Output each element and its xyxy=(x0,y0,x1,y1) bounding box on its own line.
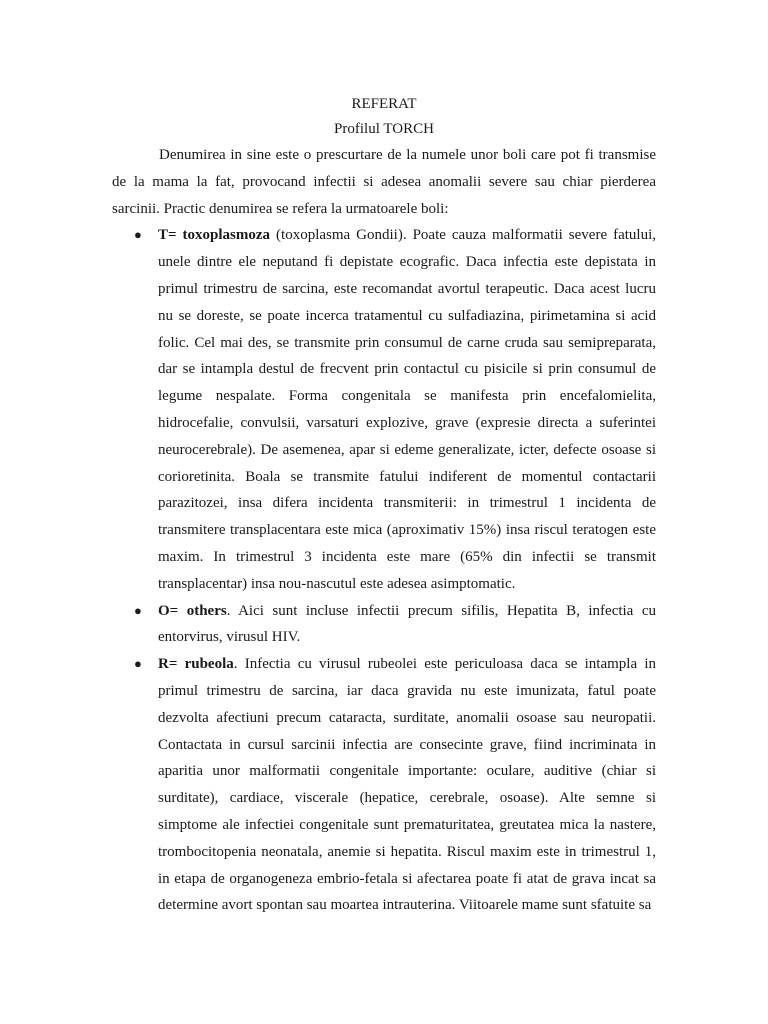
list-item-text: (toxoplasma Gondii). Poate cauza malformatii severe fatului, unele dintre ele neputand fi depistate ecografic. Daca infectia este depistata in primul trimestru de sarcina, este recomandat avortul terapeutic. Daca acest lucru nu se doreste, se poate incerca tratamentul cu sulfadiazina, pirimetamina si acid folic. Cel mai des, se transmite prin consumul de carne cruda sau semipreparata, dar se intampla destul de frecvent prin contactul cu pisicile si prin consumul de legume nespalate. Forma congenitala se manifesta prin encefalomielita, hidrocefalie, convulsii, varsaturi explozive, grave (expresie directa a suferintei neurocerebrale). De asemenea, apar si edeme generalizate, icter, defecte osoase si corioretinita. Boala se transmite fatului indiferent de momentul contactarii parazitozei, insa difera incidenta transmiterii: in trimestrul 1 incidenta de transmitere transplacentara este mica (aproximativ 15%) insa riscul teratogen este maxim. In trimestrul 3 incidenta este mare (65% din infectii se transmit transplacentar) insa nou-nascutul este adesea asimptomatic. xyxy=(158,227,656,592)
list-item-text: . Aici sunt incluse infectii precum sifilis, Hepatita B, infectia cu entorvirus, virusul HIV. xyxy=(158,602,656,646)
document-subtitle: Profilul TORCH xyxy=(334,121,434,137)
document-page xyxy=(112,92,656,919)
bullet-icon: ● xyxy=(134,602,142,618)
list-item-term: T= toxoplasmoza xyxy=(158,227,271,244)
bullet-icon: ● xyxy=(134,656,142,672)
disease-list xyxy=(112,222,656,919)
list-item-term: O= others xyxy=(158,602,227,619)
list-item-term: R= rubeola xyxy=(158,656,234,673)
list-item-toxoplasmoza xyxy=(112,222,656,597)
list-item-others xyxy=(112,598,656,652)
document-title: REFERAT xyxy=(351,96,417,112)
intro-paragraph: Denumirea in sine este o prescurtare de la numele unor boli care pot fi transmise de la mama la fat, provocand infectii si adesea anomalii severe sau chiar pierderea sarcinii. Practic denumirea se refera la urmatoarele boli: xyxy=(112,147,656,217)
bullet-icon: ● xyxy=(134,227,142,243)
list-item-text: . Infectia cu virusul rubeolei este periculoasa daca se intampla in primul trimestru de sarcina, iar daca gravida nu este imunizata, fatul poate dezvolta afectiuni precum cataracta, surditate, anomalii osoase sau neuropatii. Contactata in cursul sarcinii infectia are consecinte grave, fiind incriminata in aparitia unor malformatii congenitale importante: oculare, auditive (chiar si surditate), cardiace, viscerale (hepatice, cerebrale, osoase). Alte semne si simptome ale infectiei congenitale sunt prematuritatea, greutatea mica la nastere, trombocitopenia neonatala, anemie si hepatita. Riscul maxim este in trimestrul 1, in etapa de organogeneza embrio-fetala si afectarea poate fi atat de grava incat sa determine avort spontan sau moartea intrauterina. Viitoarele mame sunt sfatuite sa xyxy=(158,656,656,914)
list-item-rubeola xyxy=(112,651,656,919)
